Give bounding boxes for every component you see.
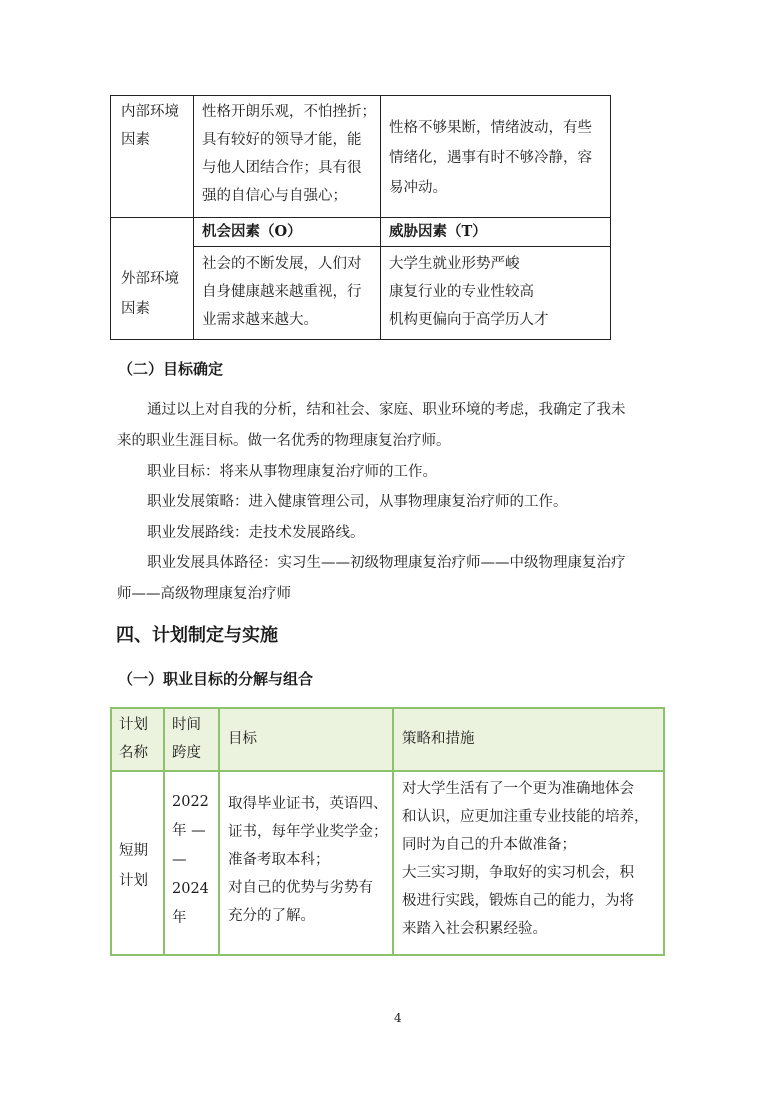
section-heading-goal: （二）目标确定 bbox=[118, 360, 224, 378]
external-factor-label bbox=[121, 264, 179, 324]
paragraph-line: 职业发展路线：走技术发展路线。 bbox=[147, 525, 365, 541]
row-line: 计划 bbox=[119, 873, 148, 889]
opportunity-line: 业需求越来越大。 bbox=[202, 312, 318, 328]
threat-line: 大学生就业形势严峻 bbox=[389, 256, 520, 272]
row-line: 年 — bbox=[172, 823, 206, 839]
strengths-cell bbox=[202, 98, 376, 210]
strategy-line: 对大学生活有了一个更为准确地体会 bbox=[402, 781, 634, 797]
threat-line: 机构更偏向于高学历人才 bbox=[389, 312, 549, 328]
paragraph-line: 通过以上对自我的分析，结和社会、家庭、职业环境的考虑，我确定了我未 bbox=[147, 402, 626, 418]
header-goal: 目标 bbox=[228, 731, 257, 747]
strategy-line: 同时为自己的升本做准备； bbox=[402, 837, 576, 853]
row-line: 年 bbox=[172, 910, 187, 926]
strategy-line: 极进行实践，锻炼自己的能力，为将 bbox=[402, 893, 634, 909]
weakness-line: 性格不够果断，情绪波动，有些 bbox=[389, 120, 592, 136]
header-line: 跨度 bbox=[172, 745, 201, 761]
opportunity-line: 自身健康越来越重视，行 bbox=[202, 284, 362, 300]
strategy-line: 来踏入社会积累经验。 bbox=[402, 921, 547, 937]
threats-cell bbox=[389, 250, 549, 334]
weaknesses-cell bbox=[389, 113, 592, 203]
threat-line: 康复行业的专业性较高 bbox=[389, 284, 534, 300]
header-strategy: 策略和措施 bbox=[402, 731, 475, 747]
strength-line: 强的自信心与自强心； bbox=[202, 188, 347, 204]
row-plan-name bbox=[119, 836, 148, 896]
strategy-line: 大三实习期，争取好的实习机会，积 bbox=[402, 865, 634, 881]
label-line: 因素 bbox=[121, 132, 150, 148]
row-line: 短期 bbox=[119, 843, 148, 859]
chapter-heading: 四、计划制定与实施 bbox=[116, 625, 278, 646]
opportunity-header: 机会因素（O） bbox=[202, 223, 302, 240]
row-time-span bbox=[172, 788, 209, 933]
opportunity-line: 社会的不断发展，人们对 bbox=[202, 256, 362, 272]
strategy-line: 和认识，应更加注重专业技能的培养， bbox=[402, 809, 649, 825]
weakness-line: 情绪化，遇事有时不够冷静，容 bbox=[389, 150, 592, 166]
goal-line: 取得毕业证书，英语四、 bbox=[228, 796, 388, 812]
threat-header: 威胁因素（T） bbox=[389, 223, 487, 240]
goal-line: 准备考取本科； bbox=[228, 852, 330, 868]
label-line: 内部环境 bbox=[121, 104, 179, 120]
page-number: 4 bbox=[394, 1011, 402, 1025]
paragraph-line: 职业发展策略：进入健康管理公司，从事物理康复治疗师的工作。 bbox=[147, 494, 568, 510]
header-line: 名称 bbox=[119, 745, 148, 761]
sub-heading: （一）职业目标的分解与组合 bbox=[118, 670, 314, 688]
header-line: 时间 bbox=[172, 717, 201, 733]
paragraph-line: 师——高级物理康复治疗师 bbox=[117, 586, 291, 602]
goal-line: 充分的了解。 bbox=[228, 908, 315, 924]
header-plan-name bbox=[119, 711, 148, 767]
goal-line: 证书，每年学业奖学金； bbox=[228, 824, 388, 840]
strength-line: 与他人团结合作；具有很 bbox=[202, 160, 362, 176]
strength-line: 具有较好的领导才能，能 bbox=[202, 132, 362, 148]
weakness-line: 易冲动。 bbox=[389, 180, 447, 196]
label-line: 外部环境 bbox=[121, 271, 179, 287]
header-time-span bbox=[172, 711, 201, 767]
paragraph-line: 职业发展具体路径：实习生——初级物理康复治疗师——中级物理康复治疗 bbox=[147, 555, 626, 571]
internal-factor-label bbox=[121, 98, 179, 154]
row-line: 2024 bbox=[172, 881, 209, 897]
opportunities-cell bbox=[202, 250, 362, 334]
header-line: 计划 bbox=[119, 717, 148, 733]
label-line: 因素 bbox=[121, 301, 150, 317]
row-strategies bbox=[402, 775, 649, 943]
strength-line: 性格开朗乐观，不怕挫折； bbox=[202, 104, 376, 120]
row-line: 2022 bbox=[172, 794, 209, 810]
row-goals bbox=[228, 790, 388, 930]
goal-line: 对自己的优势与劣势有 bbox=[228, 880, 373, 896]
row-line: — bbox=[172, 852, 187, 868]
paragraph-line: 职业目标：将来从事物理康复治疗师的工作。 bbox=[147, 464, 437, 480]
paragraph-line: 来的职业生涯目标。做一名优秀的物理康复治疗师。 bbox=[117, 433, 451, 449]
